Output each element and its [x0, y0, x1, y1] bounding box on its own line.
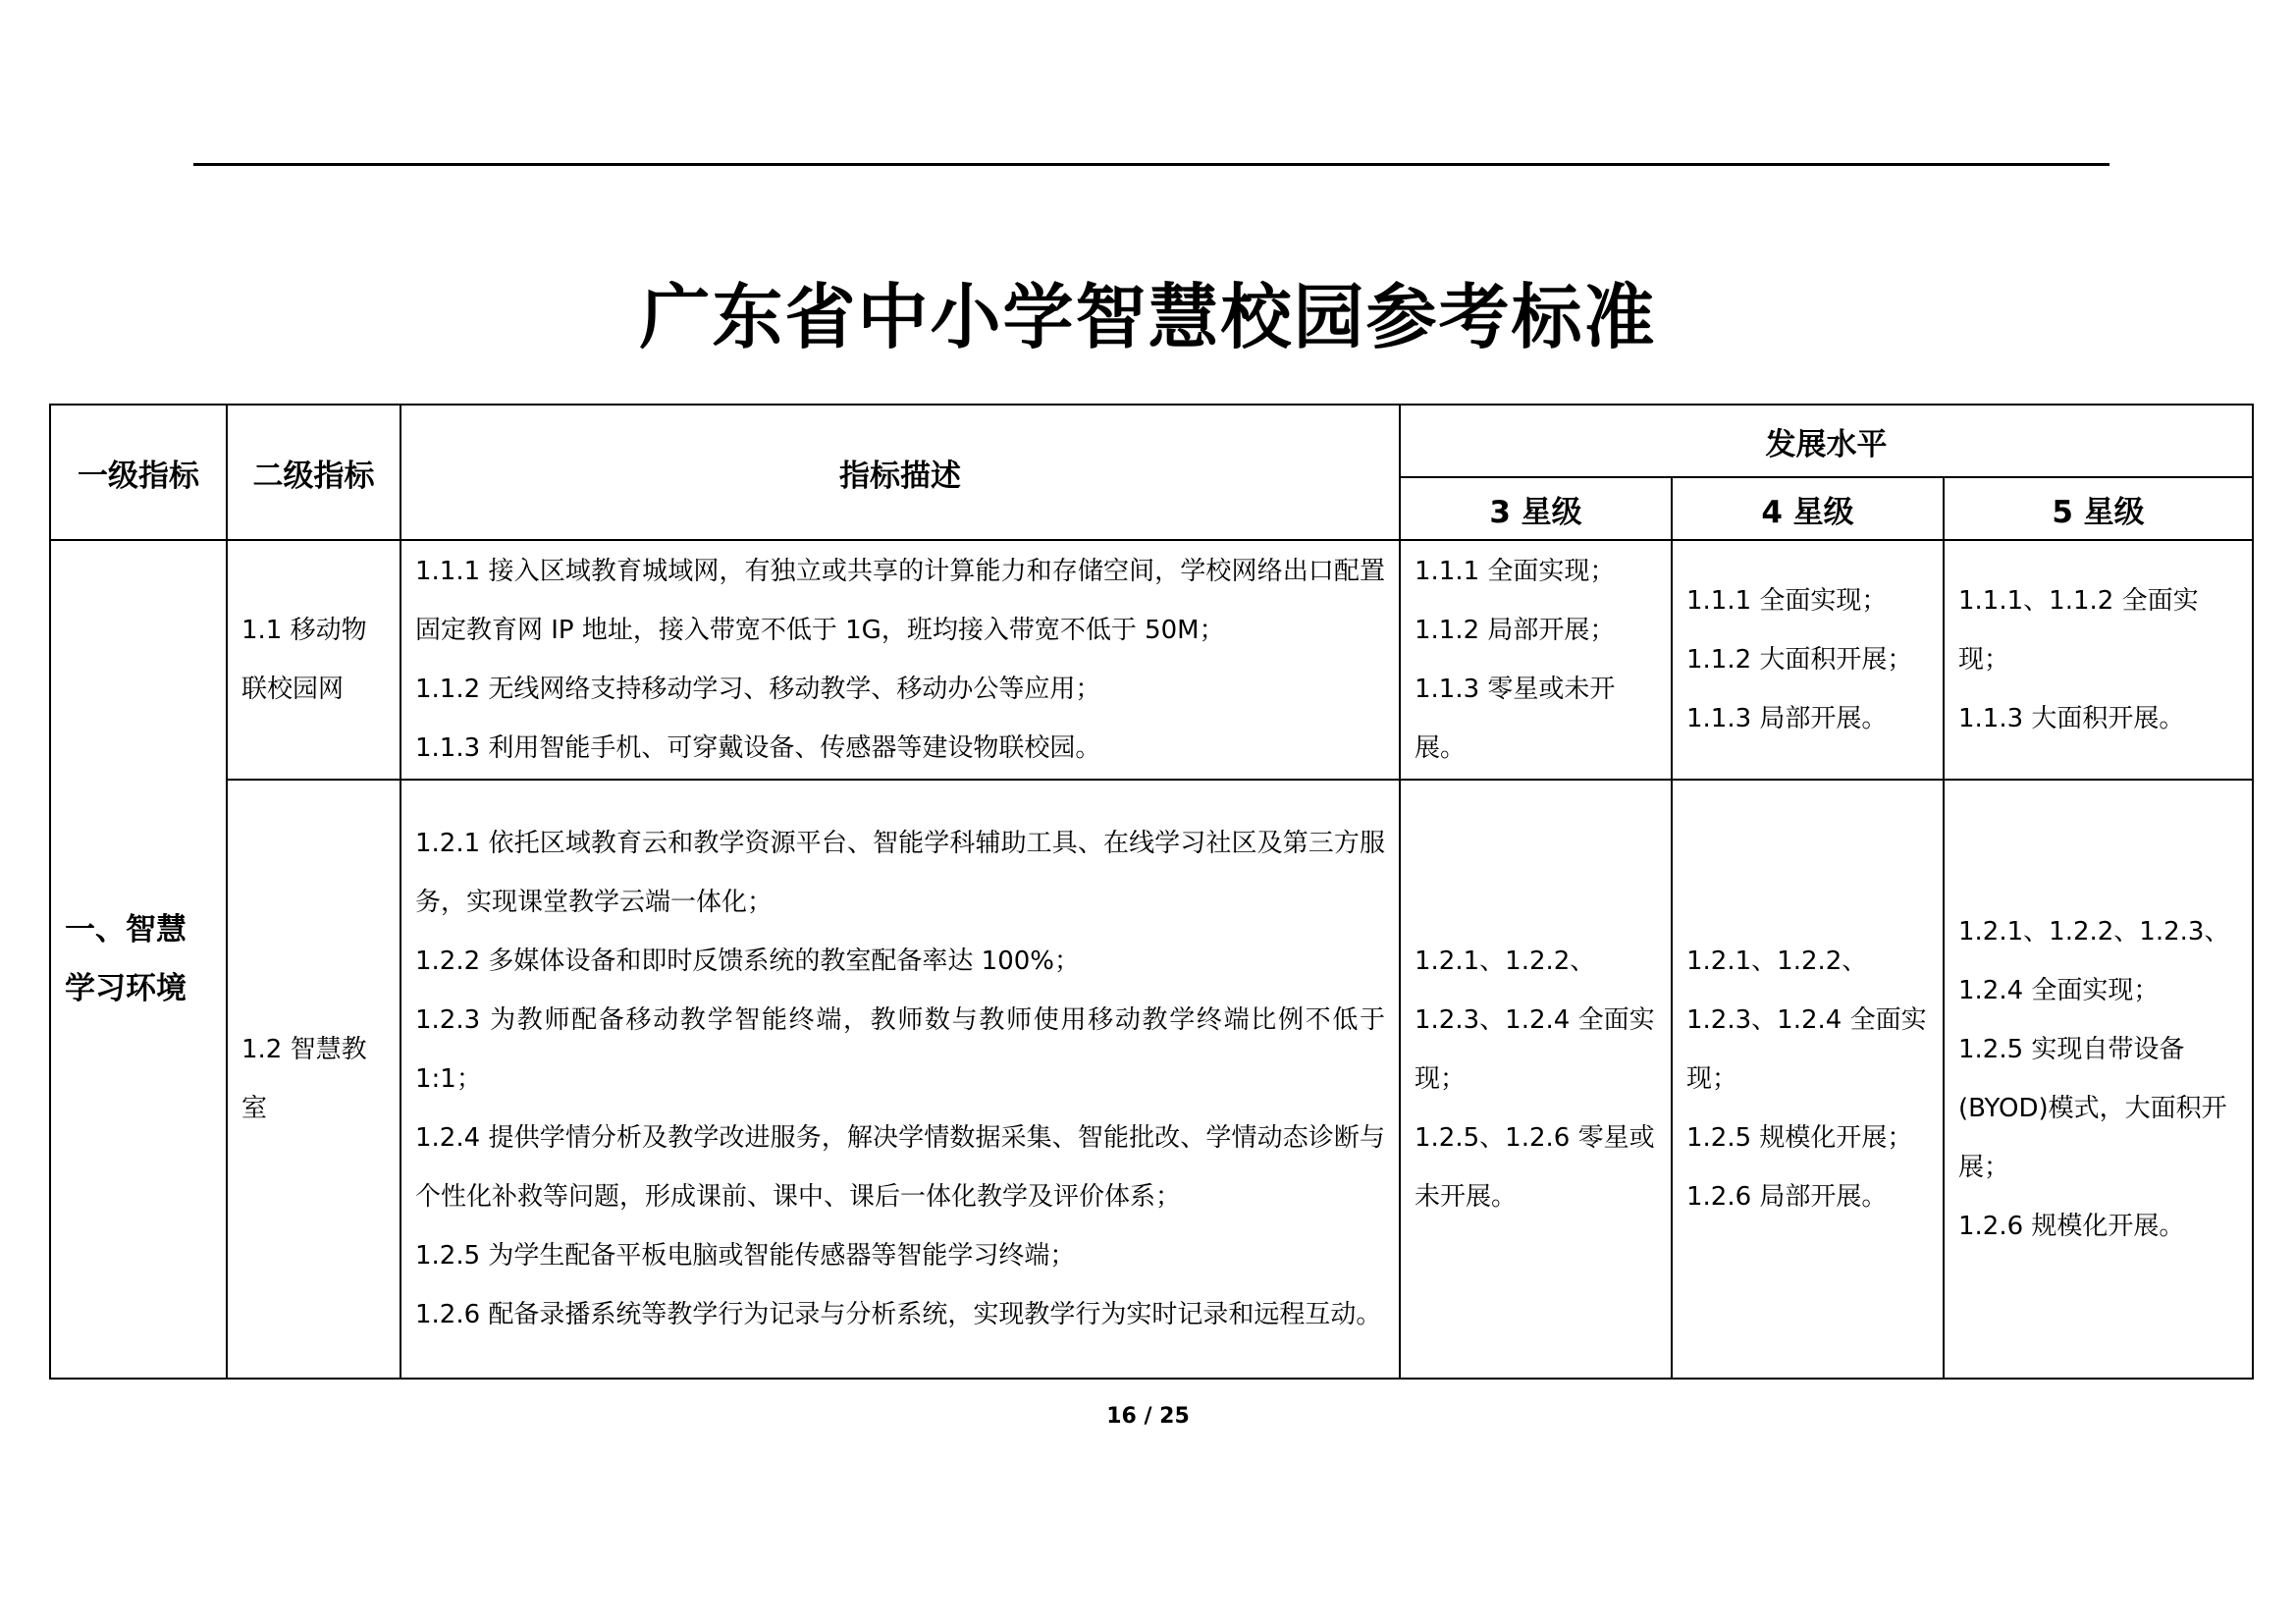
header-development-level: 发展水平	[1400, 405, 2253, 477]
header-star4: 4 星级	[1672, 477, 1944, 540]
level-item: 1.2.5、1.2.6 零星或未开展。	[1415, 1123, 1655, 1212]
level-item: 1.1.2 大面积开展；	[1686, 645, 1913, 675]
category-cell	[50, 540, 227, 1379]
level-item: 1.2.6 规模化开展。	[1958, 1212, 2185, 1241]
level-item: 1.1.1 全面实现；	[1415, 557, 1616, 586]
level-item: 1.2.5 实现自带设备(BYOD)模式，大面积开展；	[1958, 1035, 2227, 1182]
description-item: 1.2.3 为教师配备移动教学智能终端，教师数与教师使用移动教学终端比例不低于 1:1；	[415, 1005, 1385, 1094]
header-level2: 二级指标	[227, 405, 400, 540]
level-item: 1.2.6 局部开展。	[1686, 1182, 1888, 1212]
subcategory-cell	[227, 540, 400, 780]
description-item: 1.1.3 利用智能手机、可穿戴设备、传感器等建设物联校园。	[415, 733, 1101, 763]
star5-cell	[1944, 780, 2253, 1379]
category-label-line2: 学习环境	[65, 971, 187, 1006]
level-item: 1.2.1、1.2.2、1.2.3、1.2.4 全面实现；	[1686, 947, 1927, 1094]
level-item: 1.1.3 零星或未开展。	[1415, 675, 1616, 763]
star3-cell	[1400, 540, 1672, 780]
star5-cell	[1944, 540, 2253, 780]
description-item: 1.2.4 提供学情分析及教学改进服务，解决学情数据采集、智能批改、学情动态诊断与个性化补救等问题，形成课前、课中、课后一体化教学及评价体系；	[415, 1123, 1385, 1212]
level-item: 1.1.1、1.1.2 全面实现；	[1958, 586, 2199, 675]
level-item: 1.1.1 全面实现；	[1686, 586, 1888, 616]
standards-table	[49, 404, 2254, 1380]
description-item: 1.2.1 依托区域教育云和教学资源平台、智能学科辅助工具、在线学习社区及第三方服务，实现课堂教学云端一体化；	[415, 829, 1385, 917]
star3-cell	[1400, 780, 1672, 1379]
description-item: 1.1.1 接入区域教育城域网，有独立或共享的计算能力和存储空间，学校网络出口配置固定教育网 IP 地址，接入带宽不低于 1G，班均接入带宽不低于 50M；	[415, 557, 1385, 645]
document-title: 广东省中小学智慧校园参考标准	[639, 276, 1657, 358]
table-row	[50, 780, 2253, 1379]
subcategory-label: 1.1 移动物	[241, 616, 367, 645]
description-cell	[400, 780, 1400, 1379]
level-item: 1.1.3 局部开展。	[1686, 704, 1888, 733]
description-cell	[400, 540, 1400, 780]
subcategory-label: 室	[241, 1094, 268, 1123]
level-item: 1.2.1、1.2.2、1.2.3、1.2.4 全面实现；	[1958, 917, 2230, 1005]
level-item: 1.2.1、1.2.2、1.2.3、1.2.4 全面实现；	[1415, 947, 1655, 1094]
header-star5: 5 星级	[1944, 477, 2253, 540]
header-level1: 一级指标	[50, 405, 227, 540]
subcategory-cell	[227, 780, 400, 1379]
description-item: 1.2.6 配备录播系统等教学行为记录与分析系统，实现教学行为实时记录和远程互动。	[415, 1300, 1382, 1329]
description-item: 1.1.2 无线网络支持移动学习、移动教学、移动办公等应用；	[415, 675, 1101, 704]
page-number: 16 / 25	[1106, 1404, 1190, 1429]
star4-cell	[1672, 540, 1944, 780]
description-item: 1.2.2 多媒体设备和即时反馈系统的教室配备率达 100%；	[415, 947, 1081, 976]
category-label-line1: 一、智慧	[65, 912, 187, 947]
header-star3: 3 星级	[1400, 477, 1672, 540]
description-item: 1.2.5 为学生配备平板电脑或智能传感器等智能学习终端；	[415, 1241, 1076, 1271]
level-item: 1.1.2 局部开展；	[1415, 616, 1616, 645]
header-rule	[193, 163, 2109, 166]
header-description: 指标描述	[400, 405, 1400, 540]
table-row	[50, 540, 2253, 780]
star4-cell	[1672, 780, 1944, 1379]
level-item: 1.2.5 规模化开展；	[1686, 1123, 1913, 1153]
subcategory-label: 1.2 智慧教	[241, 1035, 367, 1064]
subcategory-label: 联校园网	[241, 675, 345, 704]
level-item: 1.1.3 大面积开展。	[1958, 704, 2185, 733]
